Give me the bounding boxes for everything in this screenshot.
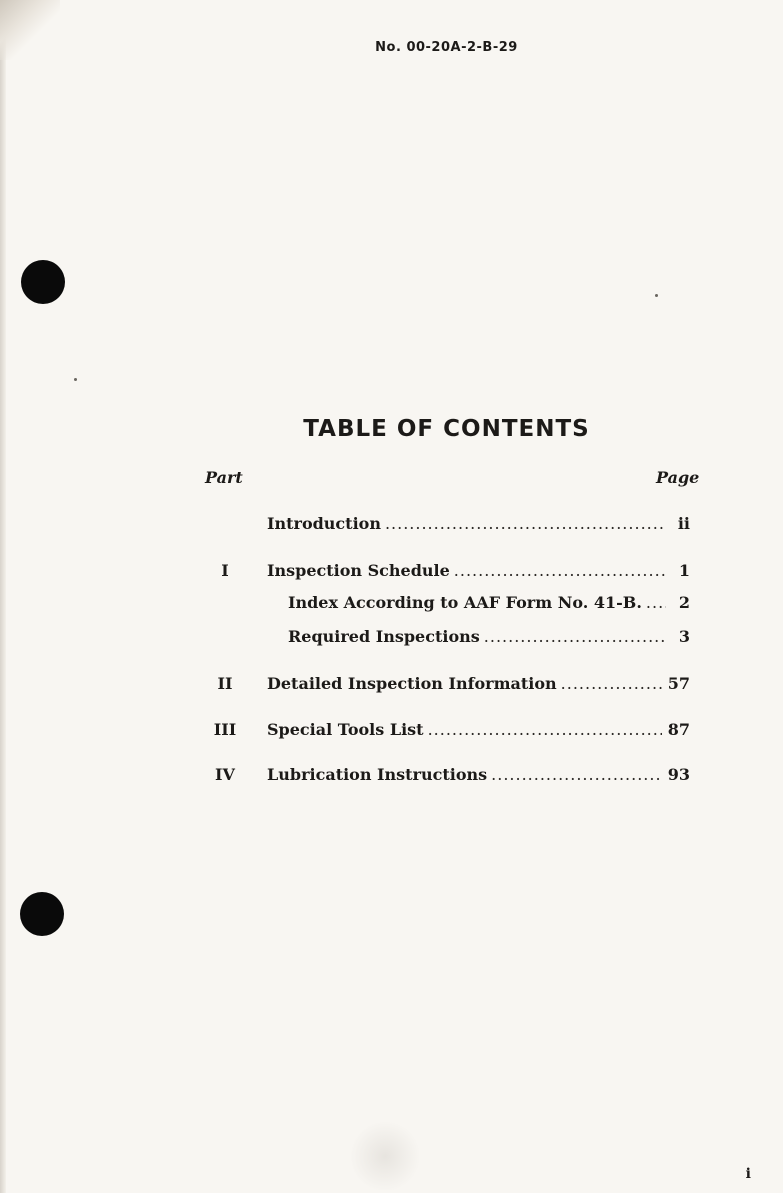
toc-entry-part: I xyxy=(221,561,229,580)
toc-entry-page: 2 xyxy=(678,593,690,612)
dot-leader xyxy=(454,561,666,580)
dot-leader xyxy=(561,674,662,693)
document-number: No. 00-20A-2-B-29 xyxy=(375,40,518,55)
toc-entry-part: IV xyxy=(215,765,235,784)
toc-entry-page: 1 xyxy=(678,561,690,580)
toc-entry-title: Index According to AAF Form No. 41-B. xyxy=(288,593,642,612)
toc-entry-title: Introduction xyxy=(267,514,381,533)
toc-entry-page: 93 xyxy=(667,765,690,784)
toc-entry-inspection-schedule[interactable] xyxy=(190,561,690,585)
page-edge xyxy=(0,0,6,1193)
punch-hole-top xyxy=(21,260,65,304)
toc-entry-lubrication[interactable] xyxy=(190,765,690,789)
toc-entry-introduction[interactable] xyxy=(190,514,690,538)
toc-entry-title: Detailed Inspection Information xyxy=(267,674,557,693)
toc-entry-part: II xyxy=(217,674,233,693)
paper-speck xyxy=(74,378,77,381)
toc-entry-title: Special Tools List xyxy=(267,720,424,739)
page-number: i xyxy=(745,1166,751,1182)
toc-title: TABLE OF CONTENTS xyxy=(303,416,590,442)
dot-leader xyxy=(484,627,666,646)
toc-entry-title: Inspection Schedule xyxy=(267,561,450,580)
dot-leader xyxy=(491,765,662,784)
punch-hole-bottom xyxy=(20,892,64,936)
part-column-header: Part xyxy=(205,468,243,487)
toc-entry-special-tools[interactable] xyxy=(190,720,690,744)
paper-speck xyxy=(655,294,658,297)
toc-entry-page: ii xyxy=(677,514,690,533)
toc-entry-page: 3 xyxy=(678,627,690,646)
dot-leader xyxy=(646,593,666,612)
toc-entry-required-inspections[interactable] xyxy=(190,627,690,651)
paper-smudge xyxy=(350,1120,420,1193)
dot-leader xyxy=(428,720,662,739)
toc-entry-detailed-inspection[interactable] xyxy=(190,674,690,698)
page-column-header: Page xyxy=(656,468,700,487)
toc-entry-title: Lubrication Instructions xyxy=(267,765,488,784)
toc-entry-title: Required Inspections xyxy=(288,627,480,646)
dot-leader xyxy=(385,514,666,533)
toc-entry-page: 87 xyxy=(667,720,690,739)
toc-entry-index-aaf-form[interactable] xyxy=(190,593,690,617)
toc-entry-part: III xyxy=(213,720,237,739)
toc-entry-page: 57 xyxy=(667,674,690,693)
